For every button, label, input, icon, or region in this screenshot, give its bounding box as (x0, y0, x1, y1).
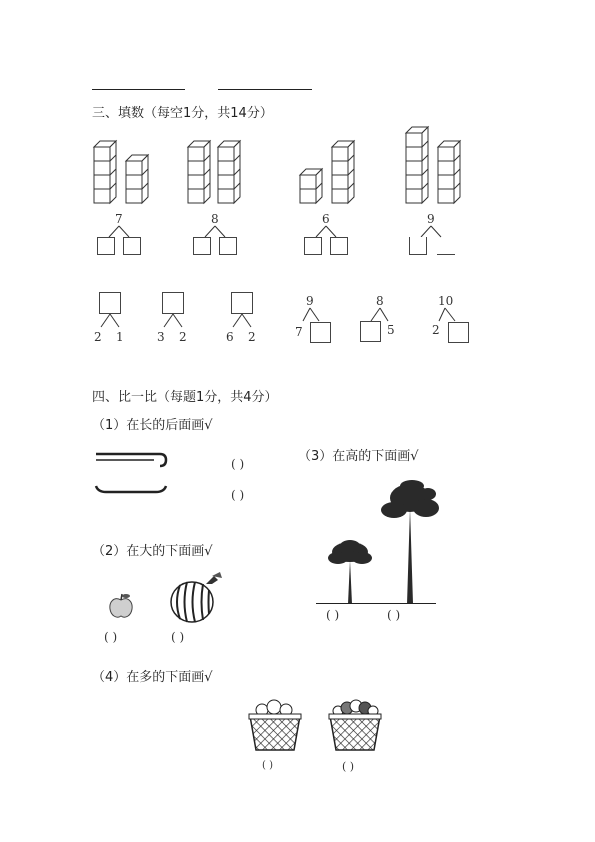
bond6-left-number: 3 (157, 330, 165, 344)
bond1-left-box[interactable] (97, 237, 115, 255)
q4-answer-blank-1[interactable]: ( ) (262, 760, 273, 771)
cube-tower-group-4 (404, 122, 464, 205)
q3-answer-blank-2[interactable]: ( ) (387, 608, 401, 622)
cube-tower-group-3 (298, 135, 358, 205)
bond6-top-box[interactable] (162, 292, 184, 314)
q2-answer-blank-1[interactable]: ( ) (104, 630, 118, 644)
cube-tower-group-1 (92, 135, 152, 205)
tall-tree-image (380, 480, 442, 606)
bond8-side-number: 7 (295, 325, 303, 339)
bond5-top-box[interactable] (99, 292, 121, 314)
bond9-left-box[interactable] (360, 321, 381, 342)
bond7-left-number: 6 (226, 330, 234, 344)
bond6-right-number: 2 (179, 330, 187, 344)
bond4-right-blank[interactable] (437, 254, 455, 255)
cube-tower-group-2 (186, 135, 246, 205)
basket-more-image (328, 696, 382, 752)
bond7-right-number: 2 (248, 330, 256, 344)
bond1-right-box[interactable] (123, 237, 141, 255)
q3-answer-blank-1[interactable]: ( ) (326, 608, 340, 622)
class-blank-line (218, 89, 312, 90)
question1-label: （1）在长的后面画√ (92, 418, 213, 433)
bond2-left-box[interactable] (193, 237, 211, 255)
bond10-branches (436, 308, 462, 322)
bond4-left-box[interactable] (409, 237, 427, 255)
q1-answer-blank-1[interactable]: ( ) (231, 457, 245, 471)
bond8-right-box[interactable] (310, 322, 331, 343)
bond10-top-number: 10 (438, 294, 454, 308)
bond3-left-box[interactable] (304, 237, 322, 255)
question4-label: （4）在多的下面画√ (92, 670, 213, 685)
bond1-top-number: 7 (115, 212, 123, 226)
bond8-branches (300, 308, 326, 322)
short-tree-image (326, 540, 376, 606)
short-rope-image (94, 482, 174, 498)
bond7-top-box[interactable] (231, 292, 253, 314)
bond8-top-number: 9 (306, 294, 314, 308)
bond5-right-number: 1 (116, 330, 124, 344)
section3-title: 三、填数（每空1分，共14分） (92, 106, 273, 121)
q1-answer-blank-2[interactable]: ( ) (231, 488, 245, 502)
q4-answer-blank-2[interactable]: ( ) (342, 760, 355, 773)
bond10-right-box[interactable] (448, 322, 469, 343)
bond9-side-number: 5 (387, 323, 395, 337)
bond5-branches (98, 314, 122, 328)
question3-label: （3）在高的下面画√ (298, 449, 419, 464)
bond10-side-number: 2 (432, 323, 440, 337)
bond3-right-box[interactable] (330, 237, 348, 255)
bond5-left-number: 2 (94, 330, 102, 344)
question2-label: （2）在大的下面画√ (92, 544, 213, 559)
q2-answer-blank-2[interactable]: ( ) (171, 630, 185, 644)
basket-fewer-image (248, 696, 302, 752)
section4-title: 四、比一比（每题1分，共4分） (92, 390, 278, 405)
long-rope-image (94, 448, 174, 468)
bond4-top-number: 9 (427, 212, 435, 226)
bond9-top-number: 8 (376, 294, 384, 308)
bond7-branches (230, 314, 254, 328)
bond3-top-number: 6 (322, 212, 330, 226)
apple-image (108, 592, 134, 620)
name-blank-line (92, 89, 185, 90)
bond2-right-box[interactable] (219, 237, 237, 255)
ground-line (316, 603, 436, 604)
bond2-top-number: 8 (211, 212, 219, 226)
bond9-branches (366, 308, 392, 322)
watermelon-image (168, 570, 224, 624)
bond6-branches (161, 314, 185, 328)
